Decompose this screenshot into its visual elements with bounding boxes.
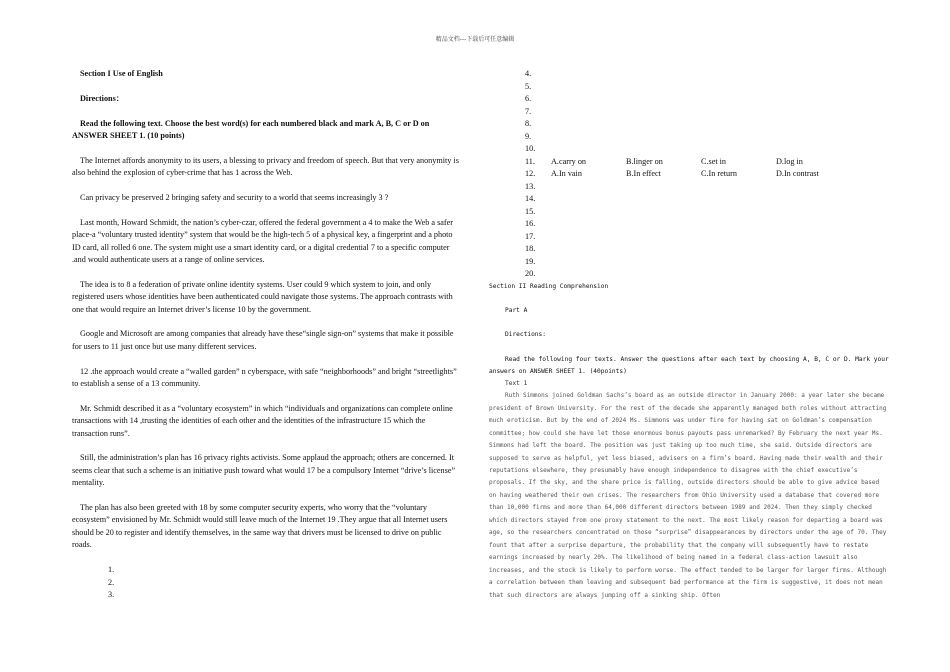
answer-number: 4. [525, 69, 532, 78]
passage-paragraph: The plan has also been greeted with 18 by some computer security experts, who worry that the “voluntary ecosystem” envisioned by Mr. Schmidt would still leave much of the Internet 19 .They argue that all Internet users should be 20 to register and identify themselves, in the same way that drivers must be licensed to drive on public roads. [72, 503, 448, 550]
passage-paragraph: Mr. Schmidt described it as a “voluntary ecosystem” in which “individuals and organizations can complete online transactions with 14 ,trusting the identities of each other and the identities of the infrastructure 15 which the transaction runs”. [72, 403, 453, 438]
answer-row [489, 168, 889, 181]
answer-number: 11. [525, 156, 535, 166]
answer-option: A.In vain [551, 169, 582, 178]
answer-number: 14. [525, 194, 536, 203]
passage-paragraph: Can privacy be preserved 2 bringing safety and security to a world that seems increasingly 3 ? [80, 193, 389, 202]
passage-paragraph: Google and Microsoft are among companies that already have these“single sign-on” systems that make it possible for users to 11 just once but use many different services. [72, 329, 454, 351]
answer-row [489, 231, 889, 244]
section2-instruction [489, 354, 889, 378]
answer-number: 2. [108, 577, 115, 587]
answer-number: 19. [525, 256, 536, 266]
passage-paragraph: The Internet affords anonymity to its users, a blessing to privacy and freedom of speech. But that very anonymity is also behind the explosion of cyber-crime that has 1 across the Web. [72, 155, 459, 178]
answer-row [489, 156, 889, 169]
page-header: 精品文档---下载后可任意编辑 [435, 36, 515, 43]
answer-row [489, 143, 889, 156]
answer-number: 12. [525, 169, 536, 178]
right-column [489, 68, 889, 614]
answer-number: 10. [525, 144, 536, 153]
answer-option: D.In contrast [776, 169, 819, 178]
answer-number: 1. [108, 565, 115, 575]
answer-row [489, 256, 889, 269]
passage-paragraph: Still, the administration’s plan has 16 privacy rights activists. Some applaud the approach; others are concerned. It seems clear that such a scheme is an initiative push toward what would 17 be a compulsory Internet “drive’s license” mentality. [72, 453, 456, 488]
answer-row [489, 68, 889, 81]
section2-part: Part A [505, 306, 528, 314]
text1-label: Text 1 [505, 380, 528, 388]
answer-number: 18. [525, 244, 536, 253]
answer-row [489, 81, 889, 94]
left-answer-numbers [108, 564, 462, 602]
answer-number: 17. [525, 231, 536, 241]
answer-option: D.log in [776, 156, 803, 166]
section1-directions-label: Directions： [80, 93, 124, 103]
text1-passage [489, 390, 889, 614]
section2-directions-label: Directions: [505, 331, 546, 339]
passage-paragraph: The idea is to 8 a federation of private online identity systems. User could 9 which system to join, and only registered users whose identities have been authenticated could navigate those systems. The approach contrasts with one that would require an Internet driver’s license 10 by the government. [72, 279, 453, 314]
answer-row [489, 243, 889, 256]
answer-row [489, 193, 889, 206]
answer-option: A.carry on [551, 156, 587, 166]
section2-title: Section II Reading Comprehension [489, 282, 609, 290]
section1-passage [72, 155, 462, 552]
section2-instruction-text: Read the following four texts. Answer the questions after each text by choosing A, B, C or D. Mark your answers on ANSWER SHEET 1. (40points) [489, 355, 889, 375]
answer-row [489, 218, 889, 231]
answer-row [489, 131, 889, 144]
section2-header [489, 281, 889, 391]
answer-option: C.set in [701, 156, 727, 166]
section1-column [72, 68, 462, 602]
answer-row [489, 206, 889, 219]
answer-number: 6. [525, 94, 532, 103]
answer-option: B.linger on [626, 156, 663, 166]
answer-number: 5. [525, 81, 532, 91]
answer-list [489, 68, 889, 281]
answer-number: 9. [525, 131, 532, 141]
answer-number: 7. [525, 106, 532, 116]
answer-option: B.In effect [626, 169, 661, 178]
answer-number: 20. [525, 269, 536, 278]
answer-row [489, 106, 889, 119]
answer-number: 16. [525, 219, 536, 228]
answer-row [489, 181, 889, 194]
passage-paragraph: Last month, Howard Schmidt, the nation’s cyber-czar, offered the federal government a 4 to make the Web a safer place-a “voluntary trusted identity” system that would be the high-tech 5 of a physical key, a fingerprint and a photo ID card, all rolled 6 one. The system might use a smart identity card, or a digital credential 7 to a specific computer .and would authenticate users at a range of online services. [72, 217, 453, 265]
section1-instruction: Read the following text. Choose the best word(s) for each numbered black and mark A, B, C or D on ANSWER SHEET 1. (10 points) [72, 118, 430, 140]
answer-number: 15. [525, 206, 536, 216]
answer-row [489, 118, 889, 131]
answer-number: 8. [525, 119, 532, 128]
answer-row [489, 93, 889, 106]
answer-option: C.In return [701, 169, 737, 178]
answer-row [489, 268, 889, 281]
answer-number: 3. [108, 590, 115, 600]
answer-number: 13. [525, 181, 536, 191]
text1-body: Ruth Simmons joined Goldman Sachs’s board as an outside director in January 2000: a year later she became president of Brown University. For the rest of the decade she apparently managed both roles without attracting much eroticism. But by the end of 2024 Ms. Simmons was under fire for having sat on Goldman’s compensation committee; how could she have let those enormous bonus payouts pass unremarked? By February the next year Ms. Simmons had left the board. The position was just taking up too much time, she said. Outside directors are supposed to serve as helpful, yet less biased, advisers on a firm’s board. Having made their wealth and their reputations elsewhere, they presumably have enough independence to disagree with the chief executive’s proposals. If the sky, and the share price is falling, outside directors should be able to give advice based on having weathered their own crises. The researchers from Ohio University used a database that covered more than 10,000 firms and more than 64,000 different directors between 1989 and 2024. Then they simply checked which directors stayed from one proxy statement to the next. The most likely reason for departing a board was age, so the researchers concentrated on those “surprise” disappearances by directors under the age of 70. They fount that after a surprise departure, the probability that the company will subsequently have to restate earnings increased by nearly 20%. The likelihood of being named in a federal class-action lawsuit also increases, and the stock is likely to perform worse. The effect tended to be larger for larger firms. Although a correlation between them leaving and subsequent bad performance at the firm is suggestive, it does not mean that such directors are always jumping off a sinking ship. Often [489, 392, 887, 599]
section1-title: Section I Use of English [80, 69, 163, 78]
passage-paragraph: 12 .the approach would create a “walled garden” n cyberspace, with safe “neighborhoods” and bright “streetlights” to establish a sense of a 13 community. [72, 366, 457, 389]
